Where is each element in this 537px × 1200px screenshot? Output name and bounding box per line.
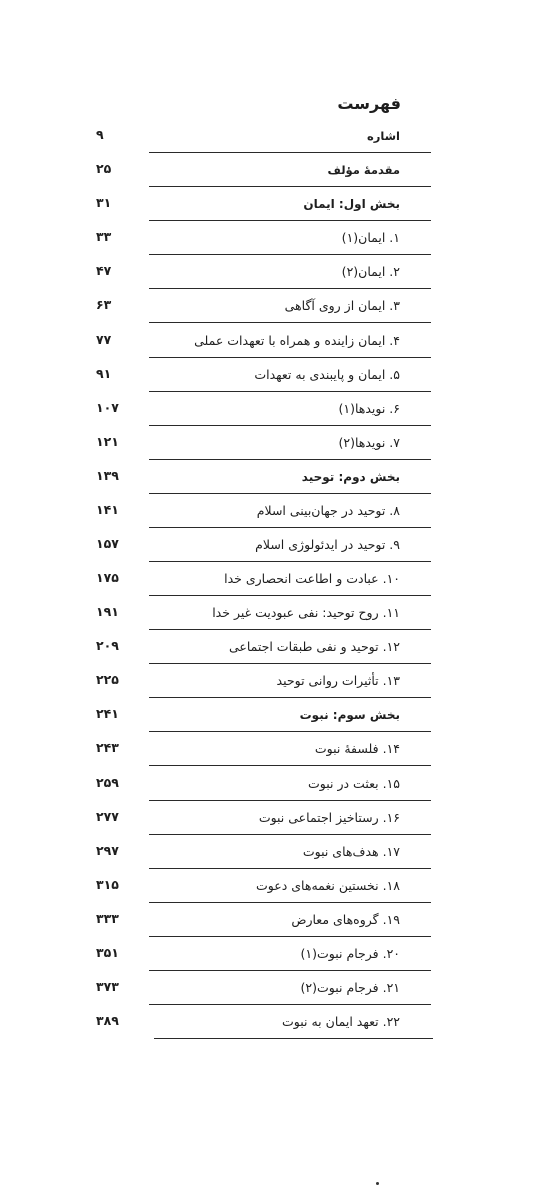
toc-entry-row	[0, 221, 537, 255]
toc-entry-row	[0, 971, 537, 1005]
toc-entry-row	[0, 358, 537, 392]
toc-entry-title: ۱۴. فلسفهٔ نبوت	[314, 741, 400, 757]
toc-entry-title: ۲۰. فرجام نبوت(۱)	[300, 945, 400, 961]
toc-page-number: ۱۷۵	[96, 570, 119, 586]
toc-entry-row	[0, 732, 537, 766]
toc-entry-row	[0, 289, 537, 323]
toc-page-number: ۳۵۱	[96, 944, 119, 960]
toc-entry-title: ۱۳. تأثیرات روانی توحید	[276, 673, 400, 689]
toc-entry-title: ۳. ایمان از روی آگاهی	[284, 298, 400, 314]
toc-page-number: ۴۷	[96, 263, 112, 279]
toc-entry-title: ۱۸. نخستین نغمه‌های دعوت	[256, 877, 400, 893]
toc-entry-row	[0, 937, 537, 971]
toc-page-number: ۱۳۹	[96, 467, 119, 483]
toc-page-number: ۲۴۳	[96, 740, 119, 756]
toc-entry-title: ۹. توحید در ایدئولوژی اسلام	[255, 537, 400, 553]
toc-entry-row	[0, 255, 537, 289]
toc-entry-row	[0, 153, 537, 187]
toc-list	[0, 119, 537, 1039]
toc-page-number: ۲۴۱	[96, 706, 119, 722]
toc-entry-title: ۱۹. گروه‌های معارض	[291, 911, 400, 927]
toc-page-number: ۲۷۷	[96, 808, 119, 824]
toc-entry-title: اشاره	[367, 129, 400, 144]
toc-section-title: بخش سوم: نبوت	[299, 708, 400, 723]
toc-page-number: ۲۹۷	[96, 842, 119, 858]
toc-page-number: ۲۵۹	[96, 774, 119, 790]
toc-entry-title: ۵. ایمان و پایبندی به تعهدات	[254, 366, 400, 382]
toc-entry-title: ۱۷. هدف‌های نبوت	[302, 843, 400, 859]
toc-section-row	[0, 698, 537, 732]
toc-entry-row	[0, 835, 537, 869]
toc-page-number: ۳۳	[96, 229, 112, 245]
toc-entry-title: ۱۵. بعثت در نبوت	[308, 775, 400, 791]
toc-entry-title: ۱. ایمان(۱)	[341, 230, 400, 246]
toc-entry-row	[0, 392, 537, 426]
toc-entry-title: ۲۲. تعهد ایمان به نبوت	[282, 1014, 400, 1030]
toc-entry-row	[0, 323, 537, 357]
toc-page-number: ۷۷	[96, 331, 112, 347]
toc-page-number: ۲۰۹	[96, 638, 119, 654]
toc-entry-title: ۱۰. عبادت و اطاعت انحصاری خدا	[224, 571, 400, 587]
toc-entry-row	[0, 528, 537, 562]
toc-entry-row	[0, 801, 537, 835]
toc-page-number: ۶۳	[96, 297, 112, 313]
toc-page-number: ۱۹۱	[96, 604, 119, 620]
toc-entry-title: ۲۱. فرجام نبوت(۲)	[300, 980, 400, 996]
toc-section-title: بخش اول: ایمان	[303, 197, 400, 212]
toc-entry-row	[0, 562, 537, 596]
page-mark	[376, 1182, 379, 1185]
toc-page-number: ۳۸۹	[96, 1013, 119, 1029]
toc-entry-title: ۶. نویدها(۱)	[338, 400, 400, 416]
toc-entry-row	[0, 630, 537, 664]
toc-entry-row	[0, 596, 537, 630]
toc-page-number: ۹۱	[96, 365, 112, 381]
toc-entry-row	[0, 869, 537, 903]
toc-entry-title: ۷. نویدها(۲)	[338, 434, 400, 450]
toc-entry-title: ۱۶. رستاخیز اجتماعی نبوت	[258, 809, 400, 825]
toc-entry-title: ۱۱. روح توحید: نفی عبودیت غیر خدا	[212, 605, 400, 621]
toc-entry-row	[0, 664, 537, 698]
toc-entry-row	[0, 766, 537, 800]
toc-page-number: ۳۱	[96, 195, 112, 211]
toc-section-row	[0, 187, 537, 221]
toc-entry-title: ۲. ایمان(۲)	[341, 264, 400, 280]
toc-entry-title: ۸. توحید در جهان‌بینی اسلام	[256, 502, 400, 518]
toc-section-title: بخش دوم: توحید	[301, 469, 400, 484]
toc-page-number: ۱۵۷	[96, 536, 119, 552]
toc-page-number: ۳۱۵	[96, 876, 119, 892]
toc-entry-row	[0, 1005, 537, 1039]
toc-entry-row	[0, 426, 537, 460]
toc-section-row	[0, 460, 537, 494]
toc-page-number: ۳۳۳	[96, 910, 119, 926]
toc-title: فهرست	[337, 94, 401, 113]
toc-page-number: ۱۰۷	[96, 399, 119, 415]
toc-entry-row	[0, 119, 537, 153]
toc-page-number: ۱۴۱	[96, 501, 119, 517]
toc-page-number: ۲۵	[96, 161, 112, 177]
toc-entry-row	[0, 903, 537, 937]
toc-page-number: ۲۲۵	[96, 672, 119, 688]
toc-entry-title: ۱۲. توحید و نفی طبقات اجتماعی	[228, 639, 400, 655]
toc-entry-title: مقدمهٔ مؤلف	[327, 163, 400, 178]
toc-page-number: ۹	[96, 127, 104, 143]
toc-page-number: ۳۷۳	[96, 979, 119, 995]
toc-page-number: ۱۲۱	[96, 433, 119, 449]
toc-underline	[154, 1038, 433, 1039]
toc-entry-title: ۴. ایمان زاینده و همراه با تعهدات عملی	[194, 332, 400, 348]
toc-entry-row	[0, 494, 537, 528]
